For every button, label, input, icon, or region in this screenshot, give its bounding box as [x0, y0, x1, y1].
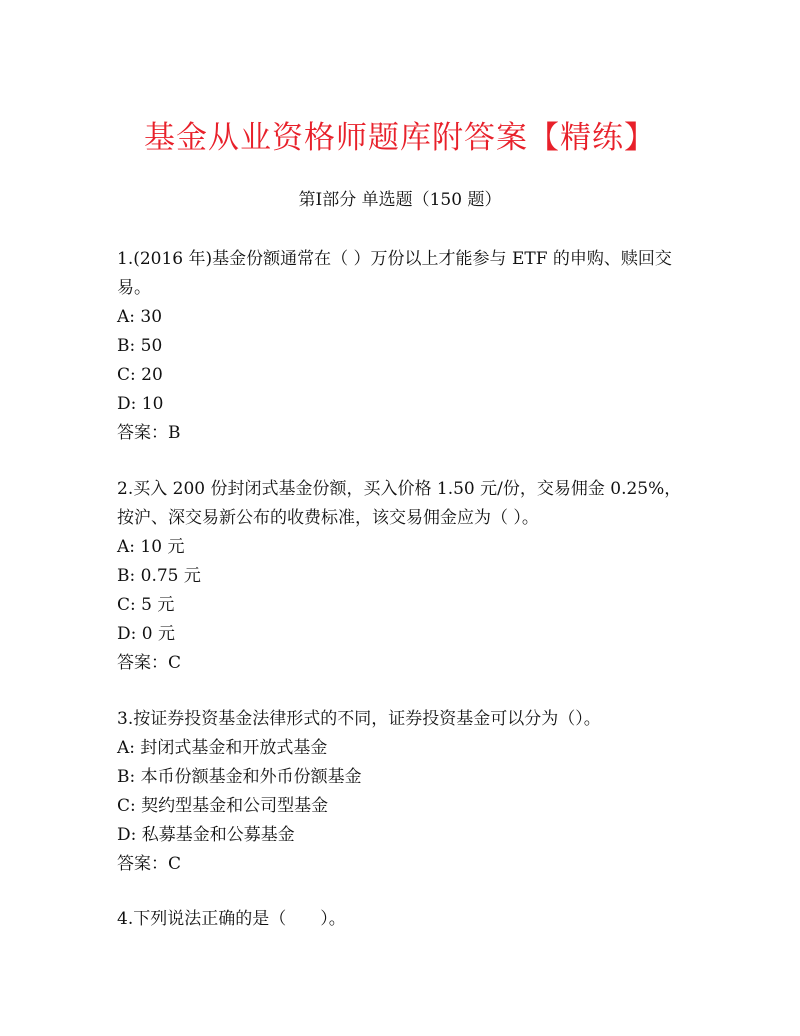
question-3 — [117, 705, 697, 879]
option-a: A: 封闭式基金和开放式基金 — [117, 738, 328, 758]
section-title: 第Ⅰ部分 单选题（150 题） — [298, 190, 502, 210]
option-a: A: 10 元 — [117, 537, 185, 557]
answer: 答案：C — [117, 854, 182, 874]
option-d: D: 10 — [117, 394, 164, 414]
question-4 — [117, 905, 697, 934]
question-1 — [117, 245, 697, 448]
option-c: C: 契约型基金和公司型基金 — [117, 796, 329, 816]
answer: 答案：B — [117, 423, 181, 443]
question-text: 2.买入 200 份封闭式基金份额，买入价格 1.50 元/份，交易佣金 0.25%，按沪、深交易新公布的收费标准，该交易佣金应为（ ）。 — [117, 479, 682, 528]
question-text: 1.(2016 年)基金份额通常在（ ）万份以上才能参与 ETF 的申购、赎回交易。 — [117, 249, 672, 298]
option-b: B: 50 — [117, 336, 163, 356]
option-c: C: 5 元 — [117, 595, 175, 615]
option-c: C: 20 — [117, 365, 163, 385]
question-text: 3.按证券投资基金法律形式的不同，证券投资基金可以分为（）。 — [117, 709, 601, 729]
answer: 答案：C — [117, 653, 182, 673]
option-d: D: 私募基金和公募基金 — [117, 825, 295, 845]
option-d: D: 0 元 — [117, 624, 175, 644]
question-text: 4.下列说法正确的是（ ）。 — [117, 909, 346, 929]
option-b: B: 本币份额基金和外币份额基金 — [117, 767, 362, 787]
option-a: A: 30 — [117, 307, 163, 327]
option-b: B: 0.75 元 — [117, 566, 201, 586]
question-2 — [117, 475, 697, 678]
document-title: 基金从业资格师题库附答案【精练】 — [144, 120, 656, 156]
